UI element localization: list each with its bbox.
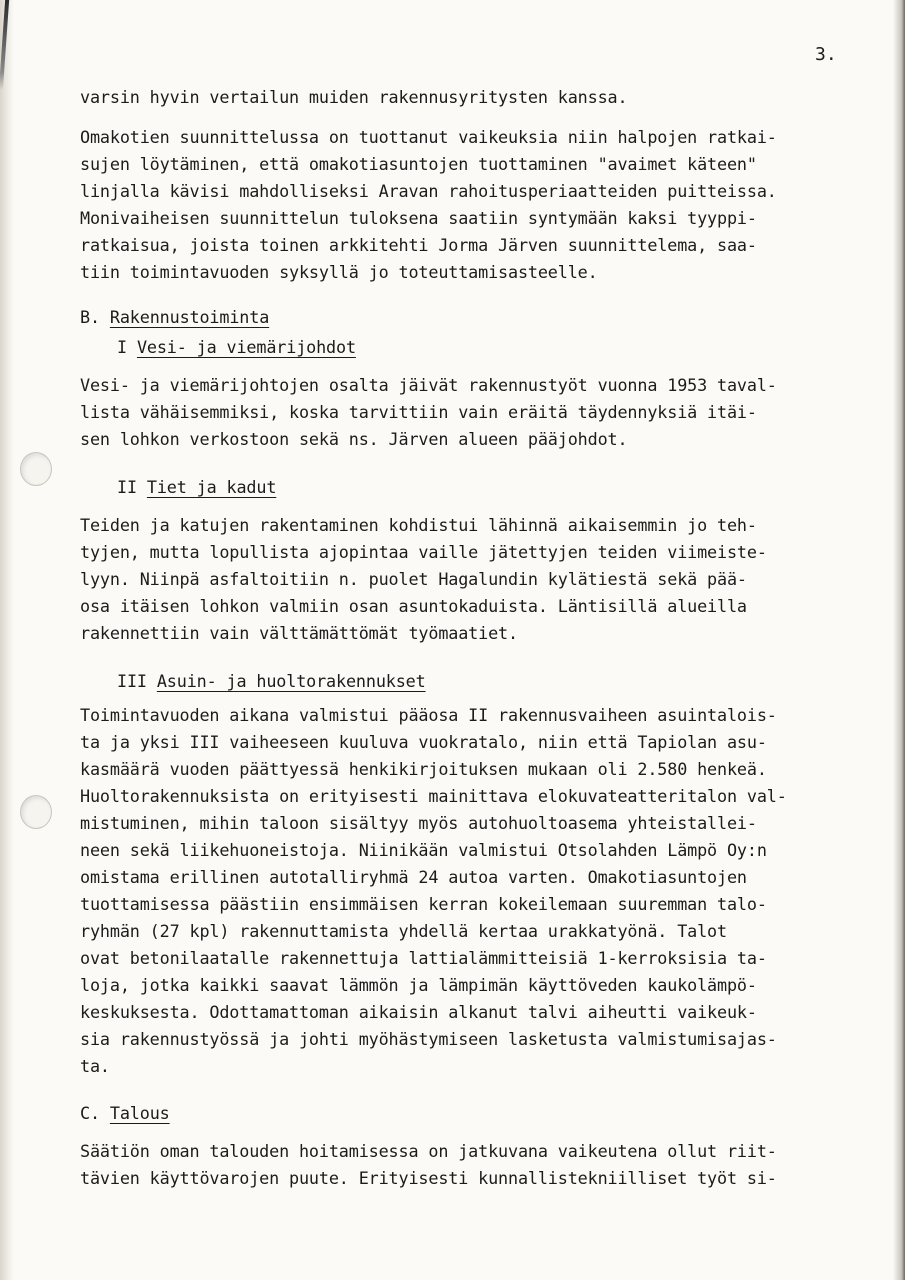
text-line: ta. [80,1056,110,1076]
text-line: loja, jotka kaikki saavat lämmön ja lämpimän käyttöveden kaukolämpö- [80,975,757,995]
punch-hole-lower [20,795,52,829]
subsection-title: Asuin- ja huoltorakennukset [156,671,426,691]
vesi-paragraph [80,372,880,453]
subsection-heading-1 [80,332,880,362]
text-line: ta ja yksi III vaiheeseen kuuluva vuokratalo, niin että Tapiolan asu- [80,732,767,752]
text-line: Säätiön oman talouden hoitamisessa on jatkuvana vaikeutena ollut riit- [80,1141,777,1161]
section-title: Talous [109,1103,170,1123]
punch-hole-upper [20,452,52,486]
page-right-edge [893,0,905,1280]
text-line: ovat betonilaatalle rakennettuja lattialämmitteisiä 1-kerroksisia ta- [80,948,767,968]
asuin-paragraph [80,702,880,1080]
talous-paragraph [80,1138,880,1192]
text-line: tyjen, mutta lopullista ajopintaa vaille jätettyjen teiden viimeiste- [80,542,767,562]
subsection-numeral: II [117,477,137,497]
subsection-numeral: I [117,337,127,357]
text-line: lista vähäisemmiksi, koska tarvittiin vain eräitä täydennyksiä itäi- [80,402,757,422]
tiet-paragraph [80,512,880,647]
text-line: ratkaisua, joista toinen arkkitehti Jorma Järven suunnittelema, saa- [80,235,757,255]
subsection-title: Vesi- ja viemärijohdot [136,337,356,357]
subsection-heading-2 [80,472,880,502]
text-line: sujen löytäminen, että omakotiasuntojen tuottaminen "avaimet käteen" [80,154,757,174]
omakotien-paragraph [80,124,880,286]
intro-paragraph [80,84,880,111]
text-line: linjalla kävisi mahdolliseksi Aravan rahoitusperiaatteiden puitteissa. [80,181,777,201]
text-line: sen lohkon verkostoon sekä ns. Järven alueen pääjohdot. [80,429,628,449]
text-line: sia rakennustyössä ja johti myöhästymiseen lasketusta valmistumisajas- [80,1029,777,1049]
section-letter: C. [80,1103,100,1123]
typewritten-text [80,84,880,1192]
text-line: Monivaiheisen suunnittelun tuloksena saatiin syntymään kaksi tyyppi- [80,208,757,228]
subsection-title: Tiet ja kadut [146,477,277,497]
text-line: mistuminen, mihin taloon sisältyy myös autohuoltoasema yhteistallei- [80,813,757,833]
text-line: neen sekä liikehuoneistoja. Niinikään valmistui Otsolahden Lämpö Oy:n [80,840,767,860]
text-line: omistama erillinen autotalliryhmä 24 autoa varten. Omakotiasuntojen [80,867,747,887]
section-title: Rakennustoiminta [109,307,270,327]
text-line: Huoltorakennuksista on erityisesti mainittava elokuvateatteritalon val- [80,786,787,806]
text-line: Toimintavuoden aikana valmistui pääosa II rakennusvaiheen asuintalois- [80,705,777,725]
text-line: kasmäärä vuoden päättyessä henkikirjoituksen mukaan oli 2.580 henkeä. [80,759,767,779]
text-line: tiin toimintavuoden syksyllä jo toteuttamisasteelle. [80,262,598,282]
text-line: lyyn. Niinpä asfaltoitiin n. puolet Hagalundin kylätiestä sekä pää- [80,569,747,589]
text-line: ryhmän (27 kpl) rakennuttamista yhdellä kertaa urakkatyönä. Talot [80,921,727,941]
text-line: keskuksesta. Odottamattoman aikaisin alkanut talvi aiheutti vaikeuk- [80,1002,757,1022]
section-heading-b [80,302,880,332]
text-line: rakennettiin vain välttämättömät työmaatiet. [80,623,518,643]
section-heading-c [80,1098,880,1128]
page-left-edge [0,0,14,1280]
text-line: varsin hyvin vertailun muiden rakennusyritysten kanssa. [80,87,628,107]
section-letter: B. [80,307,100,327]
text-line: Omakotien suunnittelussa on tuottanut vaikeuksia niin halpojen ratkai- [80,127,777,147]
text-line: Vesi- ja viemärijohtojen osalta jäivät rakennustyöt vuonna 1953 taval- [80,375,777,395]
subsection-numeral: III [117,671,147,691]
text-line: osa itäisen lohkon valmiin osan asuntokaduista. Läntisillä alueilla [80,596,747,616]
subsection-heading-3 [80,666,880,696]
text-line: tävien käyttövarojen puute. Erityisesti kunnallistekniilliset työt si- [80,1168,777,1188]
text-line: Teiden ja katujen rakentaminen kohdistui lähinnä aikaisemmin jo teh- [80,515,757,535]
page-number: 3. [815,44,837,65]
text-line: tuottamisessa päästiin ensimmäisen kerran kokeilemaan suuremman talo- [80,894,767,914]
